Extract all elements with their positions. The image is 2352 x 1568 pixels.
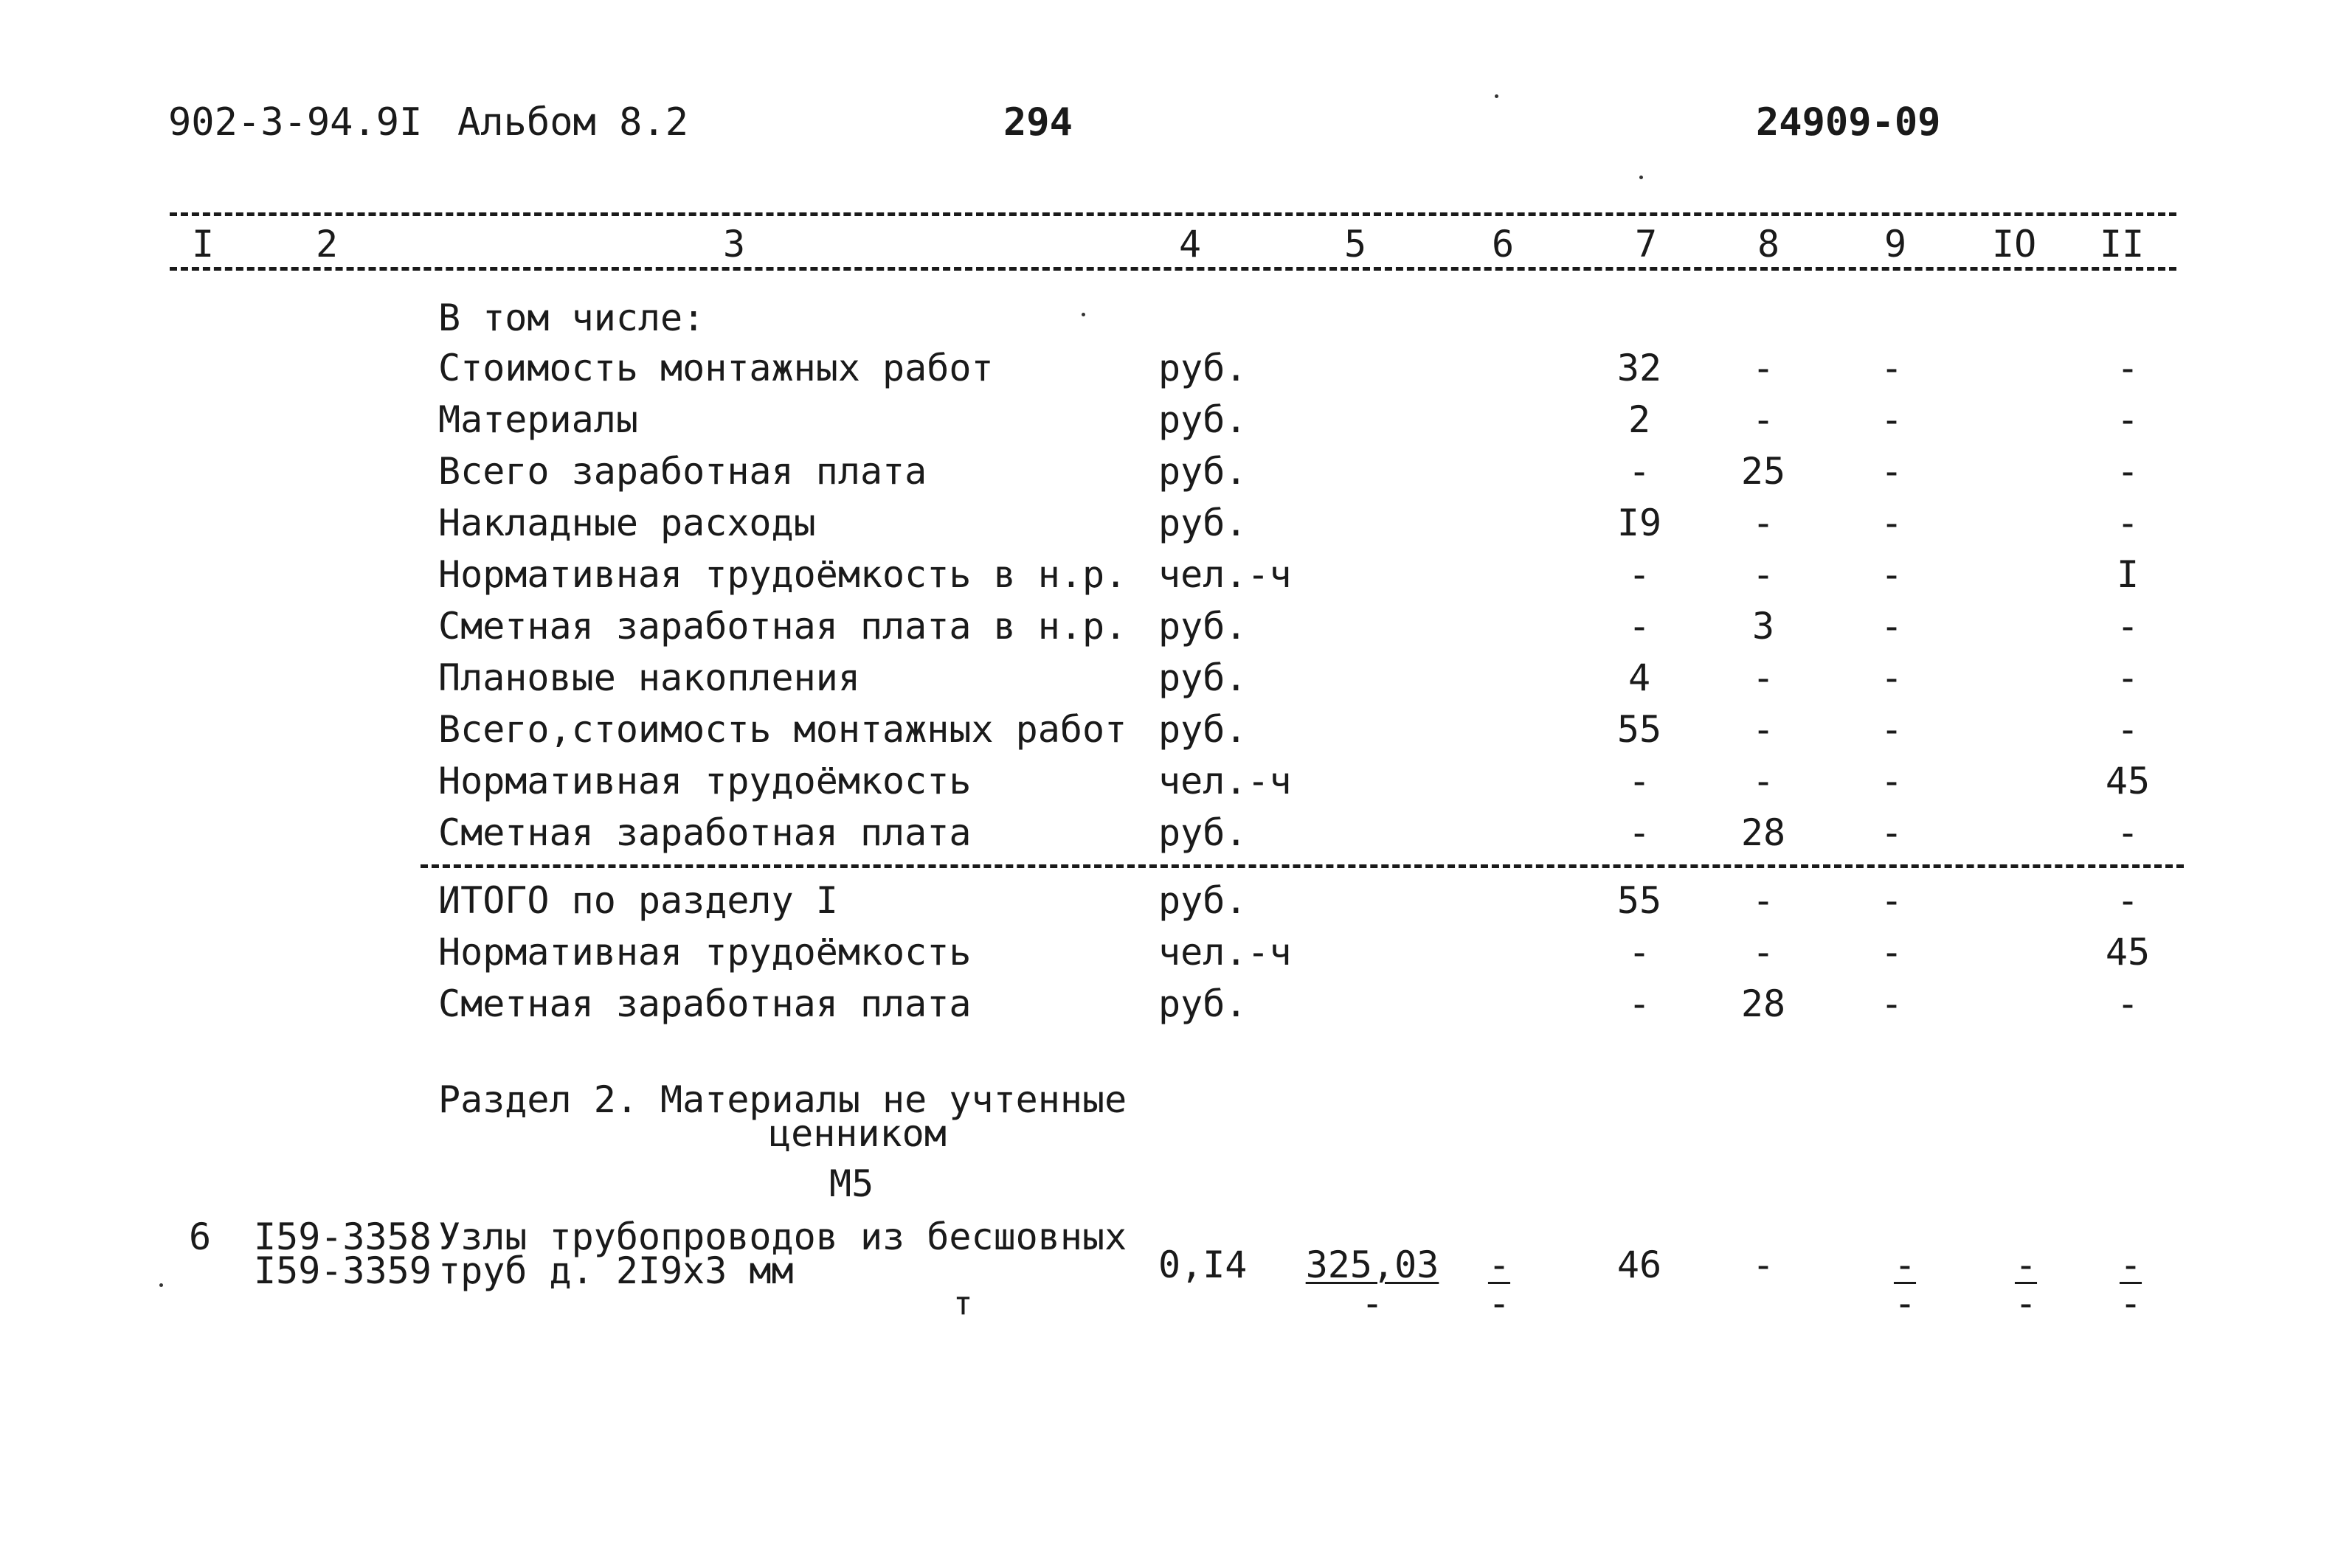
row-name: Сметная заработная плата: [438, 811, 972, 854]
scan-speck: [1082, 313, 1085, 316]
total-unit: руб.: [1158, 982, 1248, 1025]
row-col7: 32: [1616, 347, 1662, 389]
row-unit: руб.: [1158, 502, 1248, 544]
row-col7: 55: [1616, 708, 1662, 751]
sheet-number: 24909-09: [1756, 100, 1941, 145]
total-col7: 55: [1616, 879, 1662, 922]
item-col6-top: -: [1487, 1243, 1511, 1286]
item-name-1: Узлы трубопроводов из бесшовных: [438, 1215, 1127, 1258]
row-unit: чел.-ч: [1158, 760, 1292, 802]
album-label: Альбом 8.2: [457, 100, 689, 145]
total-col8: 28: [1740, 982, 1786, 1025]
row-col9: -: [1880, 398, 1903, 441]
row-col8: 25: [1740, 450, 1786, 493]
item-col7: 46: [1616, 1243, 1662, 1286]
total-col9: -: [1880, 931, 1903, 974]
item-col6: [1462, 1243, 1536, 1325]
row-col11: -: [2116, 708, 2140, 751]
row-col9: -: [1880, 656, 1903, 699]
row-col8: -: [1751, 656, 1775, 699]
section2-title-line2: ценником: [769, 1112, 947, 1155]
row-col7: -: [1628, 450, 1651, 493]
section-intro: В том числе:: [438, 296, 705, 339]
row-unit: руб.: [1158, 605, 1248, 648]
row-unit: руб.: [1158, 450, 1248, 493]
row-col7: -: [1628, 760, 1651, 802]
row-col11: -: [2116, 347, 2140, 389]
total-col8: -: [1751, 931, 1775, 974]
row-col9: -: [1880, 605, 1903, 648]
row-col9: -: [1880, 502, 1903, 544]
row-unit: руб.: [1158, 347, 1248, 389]
total-unit: чел.-ч: [1158, 931, 1292, 974]
row-col8: -: [1751, 553, 1775, 596]
item-col10-top: -: [2014, 1243, 2038, 1286]
item-col10-bottom: -: [2014, 1282, 2038, 1325]
col-header-1: I: [192, 223, 215, 266]
total-col11: 45: [2105, 931, 2151, 974]
total-col11: -: [2116, 982, 2140, 1025]
total-col9: -: [1880, 879, 1903, 922]
row-name: Стоимость монтажных работ: [438, 347, 994, 389]
row-col8: -: [1751, 347, 1775, 389]
row-col9: -: [1880, 811, 1903, 854]
item-col11-bottom: -: [2119, 1282, 2142, 1325]
row-unit: руб.: [1158, 708, 1248, 751]
row-col8: -: [1751, 502, 1775, 544]
row-col11: -: [2116, 502, 2140, 544]
item-col9: [1868, 1243, 1942, 1325]
row-unit: руб.: [1158, 656, 1248, 699]
col-header-2: 2: [316, 223, 339, 266]
scan-speck: [159, 1283, 163, 1287]
row-col11: 45: [2105, 760, 2151, 802]
col-header-8: 8: [1757, 223, 1780, 266]
row-unit: чел.-ч: [1158, 553, 1292, 596]
total-col8: -: [1751, 879, 1775, 922]
row-col9: -: [1880, 553, 1903, 596]
item-code-2: I59-3359: [254, 1249, 432, 1292]
row-name: Всего,стоимость монтажных работ: [438, 708, 1127, 751]
item-col5-top: 325,03: [1305, 1243, 1439, 1286]
header-rule-top: [170, 212, 2176, 216]
row-name: Материалы: [438, 398, 638, 441]
row-col9: -: [1880, 450, 1903, 493]
row-name: Плановые накопления: [438, 656, 860, 699]
row-col8: -: [1751, 398, 1775, 441]
row-col7: 4: [1628, 656, 1651, 699]
row-col7: -: [1628, 553, 1651, 596]
scan-speck: [1495, 94, 1498, 98]
col-header-7: 7: [1635, 223, 1658, 266]
item-code-1: I59-3358: [254, 1215, 432, 1258]
item-number: 6: [189, 1215, 212, 1258]
row-col7: -: [1628, 605, 1651, 648]
item-col5: [1298, 1243, 1446, 1325]
row-col11: -: [2116, 605, 2140, 648]
row-name: Сметная заработная плата в н.р.: [438, 605, 1127, 648]
item-qty: 0,I4: [1158, 1243, 1248, 1286]
row-col9: -: [1880, 760, 1903, 802]
item-col8: -: [1751, 1243, 1775, 1286]
row-col8: -: [1751, 760, 1775, 802]
item-col10: [1989, 1243, 2063, 1325]
page-number: 294: [1003, 100, 1073, 145]
total-name: ИТОГО по разделу I: [438, 879, 838, 922]
doc-code: 902-3-94.9I: [168, 100, 423, 145]
item-col9-bottom: -: [1893, 1282, 1917, 1325]
item-col6-bottom: -: [1487, 1282, 1511, 1325]
row-name: Всего заработная плата: [438, 450, 927, 493]
row-col9: -: [1880, 708, 1903, 751]
row-col11: -: [2116, 450, 2140, 493]
row-col9: -: [1880, 347, 1903, 389]
item-col5-bottom: -: [1360, 1282, 1384, 1325]
section2-subtitle: М5: [829, 1162, 874, 1205]
item-col11-top: -: [2119, 1243, 2142, 1286]
row-unit: руб.: [1158, 398, 1248, 441]
scan-speck: [1639, 176, 1643, 179]
row-col11: -: [2116, 656, 2140, 699]
total-col7: -: [1628, 982, 1651, 1025]
total-col7: -: [1628, 931, 1651, 974]
row-col8: 28: [1740, 811, 1786, 854]
item-name-2: труб д. 2I9x3 мм: [438, 1249, 794, 1292]
row-col7: -: [1628, 811, 1651, 854]
row-name: Нормативная трудоёмкость: [438, 760, 972, 802]
row-name: Нормативная трудоёмкость в н.р.: [438, 553, 1127, 596]
row-col11: -: [2116, 811, 2140, 854]
col-header-10: IO: [1992, 223, 2037, 266]
col-header-6: 6: [1492, 223, 1515, 266]
row-name: Накладные расходы: [438, 502, 816, 544]
row-col8: -: [1751, 708, 1775, 751]
totals-rule: [421, 864, 2184, 868]
row-col7: I9: [1616, 502, 1662, 544]
col-header-3: 3: [723, 223, 746, 266]
total-col9: -: [1880, 982, 1903, 1025]
row-unit: руб.: [1158, 811, 1248, 854]
item-unit: т: [953, 1285, 973, 1322]
row-col8: 3: [1751, 605, 1775, 648]
item-col11: [2094, 1243, 2168, 1325]
item-col9-top: -: [1893, 1243, 1917, 1286]
total-name: Сметная заработная плата: [438, 982, 972, 1025]
total-name: Нормативная трудоёмкость: [438, 931, 972, 974]
col-header-5: 5: [1344, 223, 1367, 266]
col-header-11: II: [2100, 223, 2145, 266]
row-col11: -: [2116, 398, 2140, 441]
col-header-9: 9: [1884, 223, 1907, 266]
row-col7: 2: [1628, 398, 1651, 441]
row-col11: I: [2116, 553, 2140, 596]
header-rule-bottom: [170, 267, 2176, 271]
total-unit: руб.: [1158, 879, 1248, 922]
col-header-4: 4: [1179, 223, 1202, 266]
total-col11: -: [2116, 879, 2140, 922]
section2-title-line1: Раздел 2. Материалы не учтенные: [438, 1078, 1127, 1121]
